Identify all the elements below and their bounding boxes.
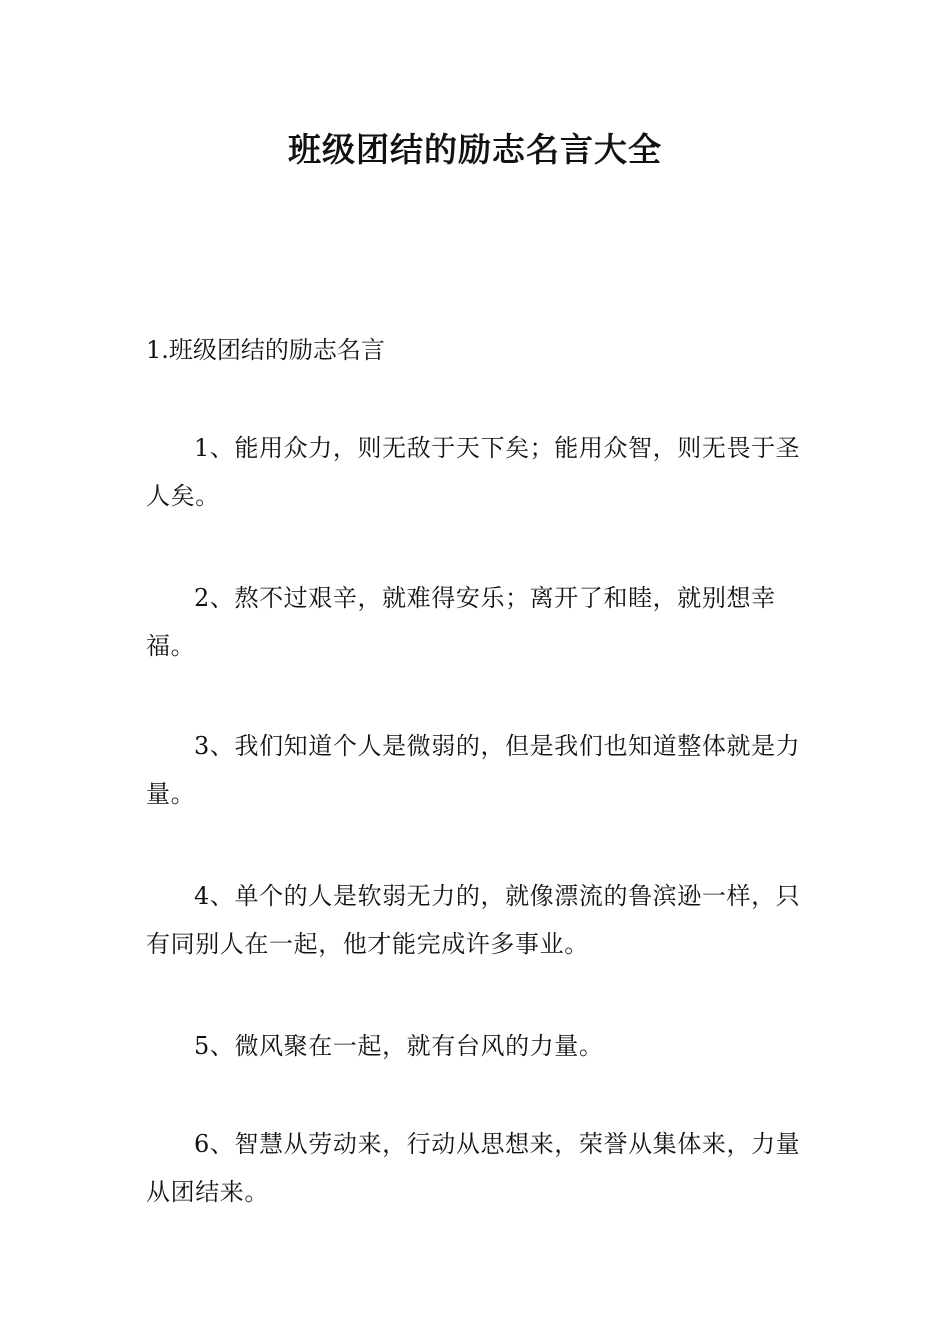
section-heading: 1.班级团结的励志名言 bbox=[146, 336, 385, 364]
quote-item: 3、我们知道个人是微弱的，但是我们也知道整体就是力量。 bbox=[146, 732, 801, 808]
quote-item: 6、智慧从劳动来，行动从思想来，荣誉从集体来，力量从团结来。 bbox=[146, 1130, 801, 1206]
quote-item: 1、能用众力，则无敌于天下矣；能用众智，则无畏于圣人矣。 bbox=[146, 434, 801, 510]
quote-item: 4、单个的人是软弱无力的，就像漂流的鲁滨逊一样，只有同别人在一起，他才能完成许多事业。 bbox=[146, 882, 801, 958]
quote-item: 5、微风聚在一起，就有台风的力量。 bbox=[194, 1032, 604, 1060]
quote-item: 2、熬不过艰辛，就难得安乐；离开了和睦，就别想幸福。 bbox=[146, 584, 776, 660]
document-title: 班级团结的励志名言大全 bbox=[288, 130, 662, 169]
